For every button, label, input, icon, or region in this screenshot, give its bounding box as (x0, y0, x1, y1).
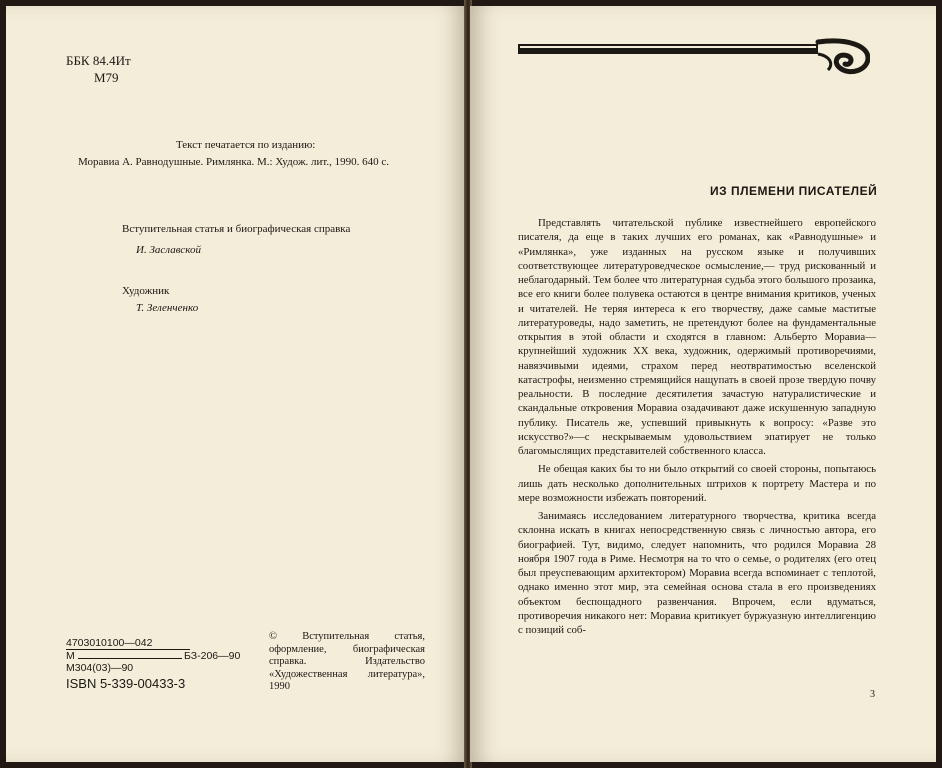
intro-label: Вступительная статья и биографическая справка (122, 223, 351, 235)
bbk-code: ББК 84.4Ит М79 (66, 53, 131, 85)
isbn: ISBN 5-339-00433-3 (66, 676, 186, 691)
right-page (470, 6, 936, 762)
publisher-code-line2: БЗ-206—90 (184, 650, 241, 662)
copyright-notice: © Вступительная статья, оформление, биографическая справка. Издательство «Художественная литература», 1990 (269, 631, 425, 692)
artist-name: Т. Зеленченко (136, 302, 199, 314)
artist-label: Художник (122, 285, 170, 297)
page-number: 3 (870, 689, 875, 700)
paragraph: Занимаясь исследованием литературного творчества, критика всегда склонна искать в книгах непосредственную связь с личностью автора, его биографией. Тут, видимо, следует напомнить, что родился Моравиа 28 ноября 1907 года в Риме. Несмотря на то что о семье, о родителях (его отец был преуспевающим архитектором) Моравиа всегда вспоминает с теплотой, однако именно этот мир, эта семейная основа стала в его произведениях объектом беспощадного развенчания. Впрочем, если вдуматься, противоречия никакого нет: Моравиа критикует буржуазную интеллигенцию с позиций соб- (518, 510, 876, 636)
publisher-code-line3: М304(03)—90 (66, 662, 134, 674)
source-label: Текст печатается по изданию: (176, 139, 316, 151)
intro-author: И. Заславской (136, 244, 201, 256)
left-page (6, 6, 466, 762)
ornament-header-icon (518, 38, 870, 78)
code-separator-line (78, 658, 182, 659)
chapter-heading: ИЗ ПЛЕМЕНИ ПИСАТЕЛЕЙ (710, 184, 878, 198)
publisher-code-m: М (66, 650, 75, 662)
source-reference: Моравиа А. Равнодушные. Римлянка. М.: Худож. лит., 1990. 640 с. (78, 156, 390, 168)
paragraph: Не обещая каких бы то ни было открытий со своей стороны, попытаюсь лишь дать несколько дополнительных штрихов к портрету Мастера и по мере возможности избежать повторений. (518, 463, 876, 504)
chapter-body (518, 216, 876, 641)
paragraph: Представлять читательской публике известнейшего европейского писателя, да еще в таких лучших его романах, как «Равнодушные» и «Римлянка», уже изданных на русском языке и получивших соответствующее литературоведческое осмысление,— труд рискованный и неблагодарный. Тем более что литературная судьба этого большого прозаика, все его книги более полувека остаются в центре внимания критиков, ученых и читателей. Не теряя интереса к его творчеству, даже самые маститые литературоведы, надо заметить, не претендуют более на фундаментальные открытия в этой области и сходятся в главном: Альберто Моравиа— крупнейший художник XX века, художник, одержимый противоречиями, навязчивыми идеями, страхом перед неотвратимостью вселенской катастрофы, неизменно стремящийся нащупать в своей прозе твердую почву реальности. В последние десятилетия зачастую натуралистические и скандальные откровения Моравиа озадачивают даже искушенную западную публику. Писатель же, успевший привыкнуть к вопросу: «Разве это искусство?»—с нескрываемым удовольствием эпатирует не только благомыслящих представителей собственного класса. (518, 217, 876, 457)
publisher-code-line1: 4703010100—042 (66, 637, 153, 649)
code-separator (66, 649, 190, 650)
author-mark: М79 (94, 70, 119, 85)
